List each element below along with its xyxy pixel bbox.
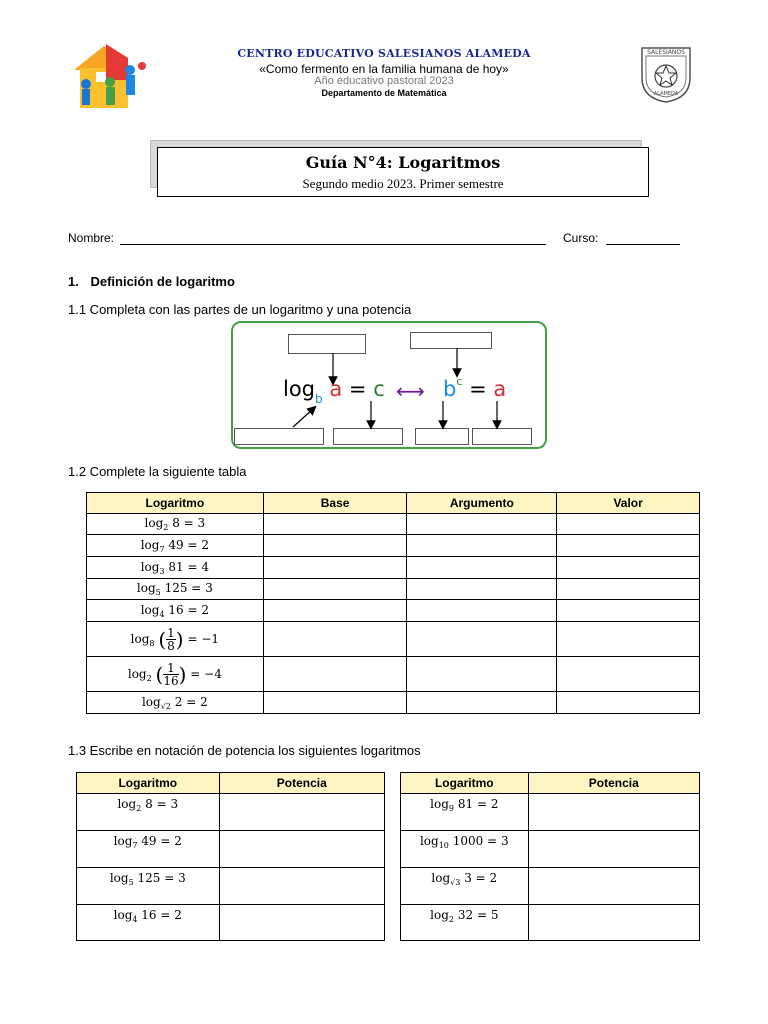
- power-cell[interactable]: [219, 868, 384, 905]
- value-cell[interactable]: [557, 579, 700, 600]
- value-cell[interactable]: [557, 692, 700, 714]
- power-cell[interactable]: [528, 868, 699, 905]
- log-cell: $\log_7 49 = 2$: [87, 535, 264, 557]
- table-row: [87, 692, 700, 714]
- value-cell[interactable]: [557, 514, 700, 535]
- log-cell: $\log_2 8 = 3$: [77, 794, 220, 831]
- table-row: [77, 868, 385, 905]
- log-cell: $\log_8$ ( $\frac{1}{8}$ ) = −1: [87, 622, 264, 657]
- base-cell[interactable]: [263, 600, 407, 622]
- header-valor: Valor: [557, 493, 700, 514]
- section-title: Definición de logaritmo: [90, 274, 235, 289]
- power-expression: [443, 377, 506, 401]
- table-row: [87, 535, 700, 557]
- table-row: [401, 794, 700, 831]
- school-year: Año educativo pastoral 2023: [314, 75, 454, 87]
- table-row: [77, 794, 385, 831]
- argument-cell[interactable]: [407, 557, 557, 579]
- value-cell[interactable]: [557, 557, 700, 579]
- argument-cell[interactable]: [407, 692, 557, 714]
- table-row: [87, 514, 700, 535]
- school-name: CENTRO EDUCATIVO SALESIANOS ALAMEDA: [237, 47, 531, 60]
- base-cell[interactable]: [263, 657, 407, 692]
- equivalence-arrow: ⟷: [396, 379, 425, 403]
- power-result: a: [493, 377, 507, 401]
- header-base: Base: [263, 493, 407, 514]
- log-cell: $\log_9 81 = 2$: [401, 794, 529, 831]
- school-motto: «Como fermento en la familia humana de hoy»: [259, 62, 509, 76]
- base-cell[interactable]: [263, 557, 407, 579]
- name-label: Nombre:: [68, 231, 115, 245]
- page-subtitle: Segundo medio 2023. Primer semestre: [302, 176, 504, 191]
- log-word: log: [283, 377, 316, 401]
- base-cell[interactable]: [263, 579, 407, 600]
- table-row: [401, 868, 700, 905]
- table-row: [77, 905, 385, 941]
- log-diagram: [231, 321, 547, 449]
- log-cell: $\log_5 125 = 3$: [87, 579, 264, 600]
- header-potencia: Potencia: [528, 773, 699, 794]
- base-cell[interactable]: [263, 692, 407, 714]
- power-cell[interactable]: [528, 831, 699, 868]
- header-argumento: Argumento: [407, 493, 557, 514]
- header-logaritmo: Logaritmo: [77, 773, 220, 794]
- log-expression: [283, 377, 385, 406]
- log-value: c: [373, 377, 385, 401]
- title-box: [157, 147, 649, 197]
- argument-cell[interactable]: [407, 600, 557, 622]
- log-cell: $\log_2 8 = 3$: [87, 514, 264, 535]
- argument-cell[interactable]: [407, 657, 557, 692]
- power-cell[interactable]: [219, 794, 384, 831]
- base-cell[interactable]: [263, 535, 407, 557]
- log-cell: $\log_2 32 = 5$: [401, 905, 529, 941]
- argument-cell[interactable]: [407, 622, 557, 657]
- log-argument: a: [329, 377, 343, 401]
- table-row: [401, 905, 700, 941]
- value-cell[interactable]: [557, 657, 700, 692]
- table-row: [87, 600, 700, 622]
- base-cell[interactable]: [263, 622, 407, 657]
- table-row: [87, 657, 700, 692]
- argument-cell[interactable]: [407, 514, 557, 535]
- school-logo: [66, 40, 156, 112]
- value-cell[interactable]: [557, 535, 700, 557]
- power-cell[interactable]: [219, 831, 384, 868]
- log-equals: =: [348, 377, 367, 401]
- page-title: Guía N°4: Logaritmos: [305, 153, 501, 172]
- log-cell: $\log_7 49 = 2$: [77, 831, 220, 868]
- table-power-left: [76, 772, 385, 941]
- table-logarithms: [86, 492, 700, 714]
- log-cell: $\log_5 125 = 3$: [77, 868, 220, 905]
- power-cell[interactable]: [528, 905, 699, 941]
- header-logaritmo: Logaritmo: [87, 493, 264, 514]
- power-base: b: [443, 377, 457, 401]
- log-cell: $\log_3 81 = 4$: [87, 557, 264, 579]
- power-equals: =: [469, 377, 487, 401]
- log-cell: $\log_2$ ( $\frac{1}{16}$ ) = −4: [87, 657, 264, 692]
- log-cell: $\log_4 16 = 2$: [77, 905, 220, 941]
- value-cell[interactable]: [557, 622, 700, 657]
- power-cell[interactable]: [219, 905, 384, 941]
- course-field[interactable]: [606, 231, 680, 245]
- table-row: [87, 557, 700, 579]
- table-row: [87, 579, 700, 600]
- section-number: 1.: [68, 274, 79, 289]
- seal-text-bottom: ALAMEDA: [653, 91, 679, 97]
- header-potencia: Potencia: [219, 773, 384, 794]
- school-seal: [638, 44, 694, 104]
- name-field[interactable]: [120, 231, 546, 245]
- department: Departamento de Matemática: [321, 88, 447, 98]
- question-1-2: 1.2 Complete la siguiente tabla: [68, 464, 247, 479]
- argument-cell[interactable]: [407, 579, 557, 600]
- seal-text-top: SALESIANOS: [647, 49, 685, 56]
- base-cell[interactable]: [263, 514, 407, 535]
- table-power-right: [400, 772, 700, 941]
- header-logaritmo: Logaritmo: [401, 773, 529, 794]
- value-cell[interactable]: [557, 600, 700, 622]
- table-row: [87, 622, 700, 657]
- power-cell[interactable]: [528, 794, 699, 831]
- log-cell: $\log_{10} 1000 = 3$: [401, 831, 529, 868]
- table-row: [401, 831, 700, 868]
- power-exponent: c: [456, 375, 463, 388]
- question-1-1: 1.1 Completa con las partes de un logaritmo y una potencia: [68, 302, 412, 317]
- log-cell: $\log_{√3} 3 = 2$: [401, 868, 529, 905]
- course-label: Curso:: [563, 231, 599, 245]
- table-row: [77, 831, 385, 868]
- question-1-3: 1.3 Escribe en notación de potencia los siguientes logaritmos: [68, 743, 421, 758]
- argument-cell[interactable]: [407, 535, 557, 557]
- log-base: b: [315, 392, 323, 406]
- section-heading: [68, 274, 235, 289]
- log-cell: $\log_{√2} 2 = 2$: [87, 692, 264, 714]
- log-cell: $\log_4 16 = 2$: [87, 600, 264, 622]
